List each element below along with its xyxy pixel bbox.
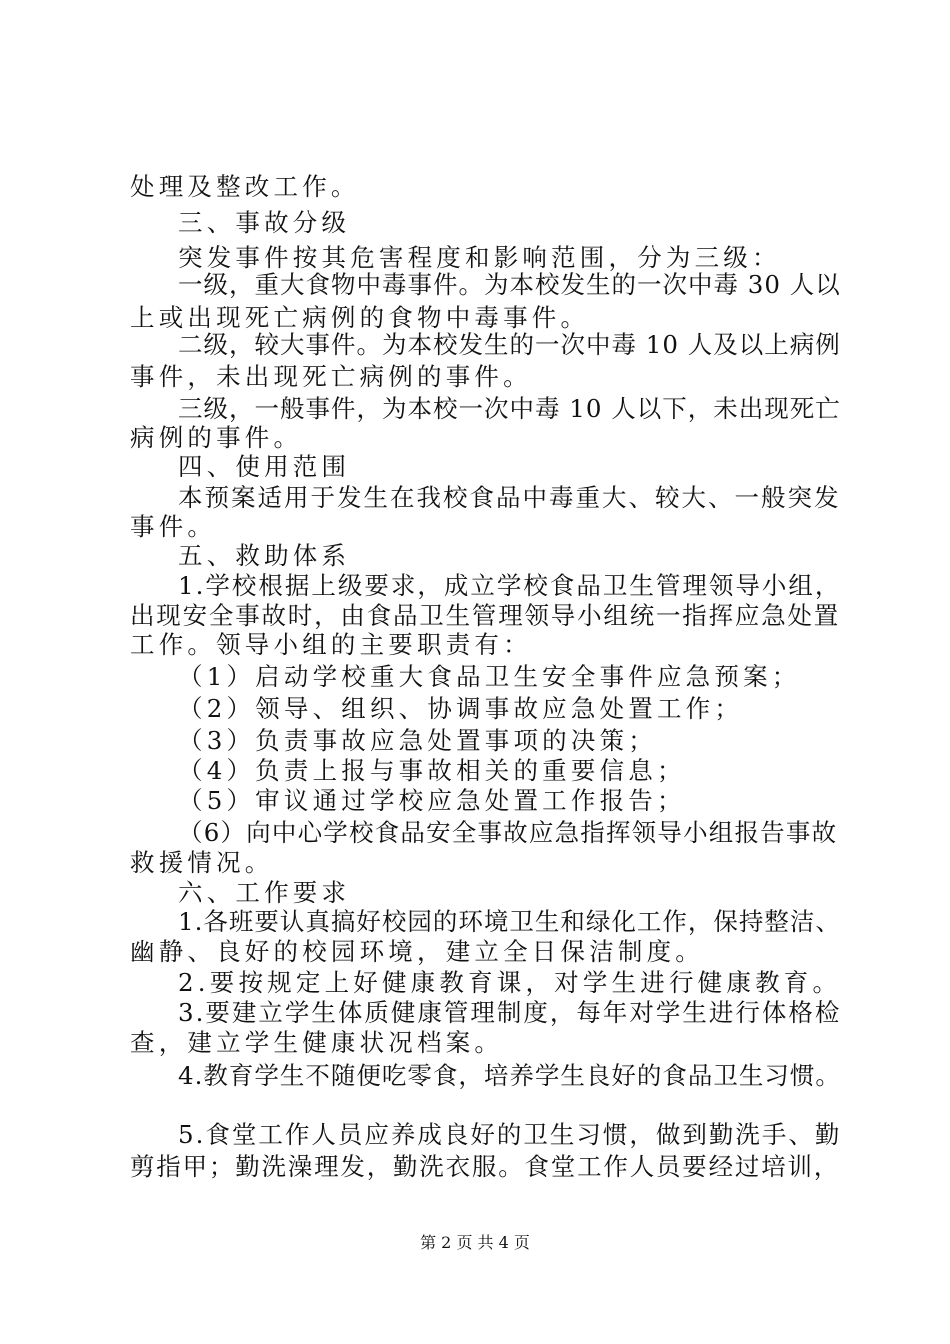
- text-line: 1.学校根据上级要求，成立学校食品卫生管理领导小组，: [178, 571, 842, 600]
- text-line: 3.要建立学生体质健康管理制度，每年对学生进行体格检: [178, 998, 842, 1027]
- text-line: 三级，一般事件，为本校一次中毒 10 人以下，未出现死亡: [178, 394, 841, 423]
- page-number-footer: 第 2 页 共 4 页: [420, 1233, 530, 1252]
- text-line: 突发事件按其危害程度和影响范围，分为三级：: [178, 243, 781, 272]
- text-line: 救援情况。: [130, 848, 274, 877]
- text-line: 工作。领导小组的主要职责有：: [130, 630, 532, 659]
- text-line: 出现安全事故时，由食品卫生管理领导小组统一指挥应急处置: [130, 601, 841, 630]
- text-line: 二级，较大事件。为本校发生的一次中毒 10 人及以上病例: [178, 330, 841, 359]
- list-item: （2）领导、组织、协调事故应急处置工作；: [178, 694, 744, 723]
- text-line: 上或出现死亡病例的食物中毒事件。: [130, 303, 590, 332]
- text-line: 事件。: [130, 512, 217, 541]
- text-line: 一级，重大食物中毒事件。为本校发生的一次中毒 30 人以: [178, 270, 841, 299]
- text-line: 4.教育学生不随便吃零食，培养学生良好的食品卫生习惯。: [178, 1061, 841, 1090]
- section-heading: 六、工作要求: [178, 878, 351, 907]
- text-line: 本预案适用于发生在我校食品中毒重大、较大、一般突发: [178, 483, 841, 512]
- text-line: 2.要按规定上好健康教育课，对学生进行健康教育。: [178, 968, 842, 997]
- section-heading: 五、救助体系: [178, 541, 351, 570]
- list-item: （5）审议通过学校应急处置工作报告；: [178, 786, 686, 815]
- list-item: （4）负责上报与事故相关的重要信息；: [178, 756, 686, 785]
- section-heading: 三、事故分级: [178, 208, 351, 237]
- list-item: （3）负责事故应急处置事项的决策；: [178, 726, 657, 755]
- text-line: 5.食堂工作人员应养成良好的卫生习惯，做到勤洗手、勤: [178, 1120, 842, 1149]
- list-item: （6）向中心学校食品安全事故应急指挥领导小组报告事故: [178, 818, 838, 847]
- text-line: 处理及整改工作。: [130, 172, 360, 201]
- text-line: 病例的事件。: [130, 423, 303, 452]
- section-heading: 四、使用范围: [178, 452, 351, 481]
- text-line: 事件，未出现死亡病例的事件。: [130, 362, 532, 391]
- text-line: 1.各班要认真搞好校园的环境卫生和绿化工作，保持整洁、: [178, 907, 841, 936]
- text-line: 查，建立学生健康状况档案。: [130, 1028, 504, 1057]
- text-line: 剪指甲；勤洗澡理发，勤洗衣服。食堂工作人员要经过培训，: [130, 1152, 841, 1181]
- list-item: （1）启动学校重大食品卫生安全事件应急预案；: [178, 662, 801, 691]
- text-line: 幽静、良好的校园环境，建立全日保洁制度。: [130, 937, 704, 966]
